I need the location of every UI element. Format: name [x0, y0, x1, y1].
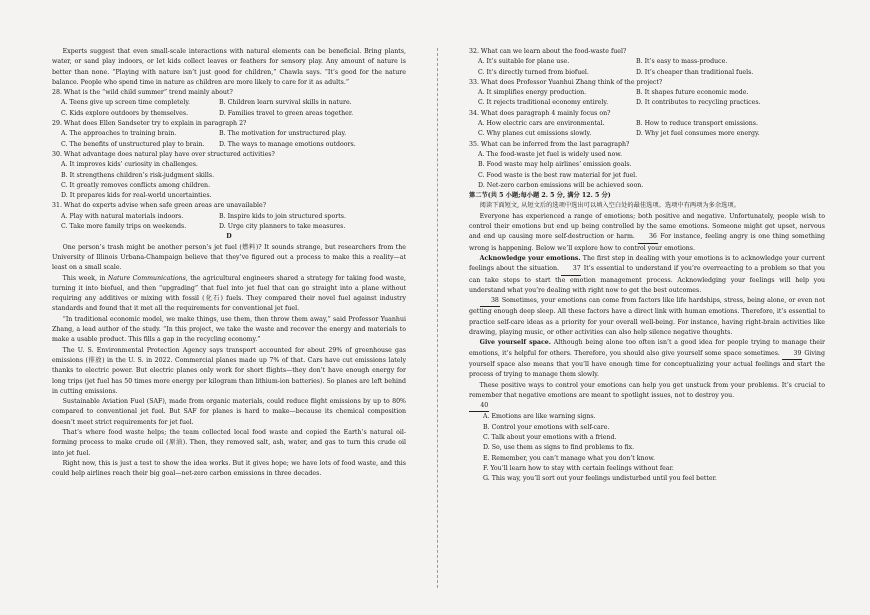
passage-d-paragraph-7: Right now, this is just a test to show the idea works. But it gives hope; we have lots of food waste, and this could help airlines reach their big goal—net-zero carbon emissions in three decades.: [52, 459, 406, 478]
cloze-p4-text: Although being alone too often isn’t a good idea for people trying to manage their emotions, it’s helpful for others. Therefore, you should also give yourself some space sometimes.: [469, 339, 825, 357]
option-28a: A. Teens give up screen time completely.: [61, 99, 191, 107]
question-35: 35. What can be inferred from the last paragraph?: [469, 140, 630, 148]
option-31c: C. Take more family trips on weekends.: [61, 223, 187, 231]
question-33-options-row1: [469, 88, 825, 98]
choice-a: A. Emotions are like warning signs.: [483, 413, 596, 421]
option-34b: B. How to reduce transport emissions.: [636, 120, 759, 128]
option-32a: A. It’s suitable for plane use.: [478, 58, 570, 66]
option-29b: B. The motivation for unstructured play.: [219, 130, 347, 138]
section-title: 第二节(共 5 小题;每小题 2. 5 分, 满分 12. 5 分): [469, 192, 611, 200]
cloze-p4-text-end: Giving yourself space also means that you’ll have enough time for conceptualizing your actual feelings and start the process of trying to manage them slowly.: [469, 349, 825, 379]
question-33-options-row2: [469, 98, 825, 108]
question-31: 31. What do experts advise when safe green areas are unavailable?: [52, 202, 267, 210]
passage-d-paragraph-2-start: This week, in: [62, 274, 108, 282]
option-34c: C. Why planes cut emissions slowly.: [478, 130, 592, 138]
question-29-options-row1: [52, 129, 406, 139]
passage-d-paragraph-4: The U. S. Environmental Protection Agency says transport accounted for about 29% of greenhouse gas emissions (排放) in the U. S. in 2022. Commercial planes made up 7% of that. Cars have cut emissions lately thanks to electric power. But electric planes only work for short flights—they don’t have enough energy for long trips (jet fuel has 50 times more energy per kilogram than lithium-ion batteries). So planes are left behind in cutting emissions.: [52, 346, 406, 395]
option-30d: D. It prepares kids for real-world uncertainties.: [61, 192, 212, 200]
option-32b: B. It’s easy to mass-produce.: [636, 58, 728, 66]
option-31b: B. Inspire kids to join structured sports.: [219, 212, 347, 220]
option-29a: A. The approaches to training brain.: [61, 130, 177, 138]
question-29: 29. What does Ellen Sandseter try to explain in paragraph 2?: [52, 120, 247, 128]
option-28b: B. Children learn survival skills in nature.: [219, 99, 352, 107]
cloze-p2-text-end: It’s essential to understand if you’re overreacting to a problem so that you can take steps to start the emotion management process. Acknowledging your feelings will help you understand what you’re dealing with right now to get the best outcomes.: [469, 265, 825, 294]
option-31d: D. Urge city planners to take measures.: [219, 223, 346, 231]
option-28c: C. Kids explore outdoors by themselves.: [61, 109, 189, 117]
question-28-options-row1: [52, 98, 406, 108]
option-33a: A. It simplifies energy production.: [478, 89, 587, 97]
question-31-options-row1: [52, 212, 406, 222]
cloze-p3-text: Sometimes, your emotions can come from factors like life hardships, stress, being alone, or even not getting enough deep sleep. All these factors have a direct link with human emotions. Therefore, it’s essential to practice self-care ideas as a priority for your overall well-being. For instance, having right-brain activities like drawing, playing music, or other activities can also help silence negative thoughts.: [469, 297, 825, 337]
blank-40: 40: [469, 401, 489, 412]
question-34-options-row1: [469, 119, 825, 129]
option-30c: C. It greatly removes conflicts among children.: [61, 181, 211, 189]
heading-acknowledge-emotions: Acknowledge your emotions.: [479, 254, 581, 262]
passage-d-paragraph-6: That’s where food waste helps; the team collected local food waste and copied the Earth’s natural oil-forming process to make crude oil (原油). Then, they removed salt, ash, water, and gas to turn this crude oil into jet fuel.: [52, 428, 406, 457]
option-35b: B. Food waste may help airlines’ emission goals.: [478, 161, 632, 169]
option-34d: D. Why jet fuel consumes more energy.: [636, 130, 760, 138]
option-33c: C. It rejects traditional economy entirely.: [478, 99, 609, 107]
option-32d: D. It’s cheaper than traditional fuels.: [636, 68, 754, 76]
question-32: 32. What can we learn about the food-waste fuel?: [469, 48, 627, 55]
cloze-paragraph-3: [469, 296, 825, 338]
cloze-paragraph-5: [469, 381, 825, 413]
blank-36: 36: [638, 232, 658, 243]
passage-d-paragraph-1: One person’s trash might be another person’s jet fuel (燃料)? It sounds strange, but researchers from the University of Illinois Urbana-Champaign believe that they’ve figured out a process to make this a reality—at least on a small scale.: [52, 243, 406, 272]
section-instructions: 阅读下面短文, 从短文后的选项中选出可以填入空白处的最佳选项。选项中有两项为多余选项。: [479, 202, 740, 210]
journal-title: Nature Communications: [107, 274, 186, 282]
option-35d: D. Net-zero carbon emissions will be achieved soon.: [478, 181, 644, 189]
option-29c: C. The benefits of unstructured play to brain.: [61, 140, 205, 148]
cloze-paragraph-2: [469, 254, 825, 296]
cloze-p1-text: Everyone has experienced a range of emotions; both positive and negative. Unfortunately, people wish to control their emotions but end up being controlled by the same emotions. Someone might get upset, nervous and end up causing more self-destruction or harm.: [469, 212, 825, 241]
passage-d-paragraph-5: Sustainable Aviation Fuel (SAF), made from organic materials, could reduce flight emissions by up to 80% compared to conventional jet fuel. But SAF for planes is hard to make—because its chemical composition doesn’t meet strict requirements for jet fuel.: [52, 398, 406, 426]
option-34a: A. How electric cars are environmental.: [478, 120, 605, 128]
choice-b: B. Control your emotions with self-care.: [483, 423, 610, 431]
cloze-p5-text: These positive ways to control your emotions can help you get unstuck from your problems. It’s crucial to remember that negative emotions are meant to spotlight issues, not to destroy you.: [469, 381, 825, 399]
passage-d-paragraph-2: [52, 274, 406, 315]
option-33d: D. It contributes to recycling practices.: [636, 99, 761, 107]
question-30: 30. What advantage does natural play have over structured activities?: [52, 150, 275, 158]
heading-give-yourself-space: Give yourself space.: [479, 339, 551, 347]
passage-d-label: D: [226, 233, 232, 241]
passage-d-paragraph-2-rest: , the agricultural engineers shared a strategy for taking food waste, turning it into biofuel, and then “upgrading” that fuel into jet fuel that can go straight into a plane without requiring any additives or mixing with fossil (化石) fuels. They compared their novel fuel against industry standards and found that it met all the requirements for conventional jet fuel.: [52, 274, 406, 313]
question-32-options-row2: [469, 68, 825, 78]
blank-39: 39: [782, 349, 802, 360]
option-30b: B. It strengthens children’s risk-judgment skills.: [61, 171, 215, 179]
question-29-options-row2: [52, 140, 406, 150]
question-32-options-row1: [469, 57, 825, 67]
question-33: 33. What does Professor Yuanhui Zhang think of the project?: [469, 78, 663, 86]
choice-g: G. This way, you’ll sort out your feelings undisturbed until you feel better.: [483, 475, 717, 483]
option-33b: B. It shapes future economic mode.: [636, 89, 749, 97]
choice-f: F. You’ll learn how to stay with certain feelings without fear.: [483, 464, 674, 472]
option-29d: D. The ways to manage emotions outdoors.: [219, 140, 356, 148]
choice-e: E. Remember, you can’t manage what you don’t know.: [483, 454, 655, 462]
option-28d: D. Families travel to green areas together.: [219, 109, 354, 117]
question-28-options-row2: [52, 109, 406, 119]
option-32c: C. It’s directly turned from biofuel.: [478, 68, 589, 76]
option-31a: A. Play with natural materials indoors.: [61, 212, 184, 220]
right-column: [469, 47, 825, 484]
question-28: 28. What is the “wild child summer” trend mainly about?: [52, 89, 233, 97]
question-34: 34. What does paragraph 4 mainly focus on?: [469, 109, 611, 117]
question-31-options-row2: [52, 222, 406, 232]
passage-c-closing-paragraph: Experts suggest that even small-scale interactions with natural elements can be beneficial. Bring plants, water, or sand play indoors, or let kids collect leaves or feathers for sensory play. Any amount of nature is better than none. “Playing with nature isn’t just good for children,” Chawla says. “It’s good for the nature balance. People who spend time in nature as children are more likely to care for it as adults.”: [52, 48, 406, 86]
option-30a: A. It improves kids’ curiosity in challenges.: [61, 161, 198, 169]
choice-d: D. So, use them as signs to find problems to fix.: [483, 444, 635, 452]
cloze-paragraph-1: [469, 212, 825, 254]
passage-d-paragraph-3: “In traditional economic model, we make things, use them, then throw them away,” said Professor Yuanhui Zhang, a lead author of the study. “In this project, we take the waste and recover the energy and materials to make a usable product. This fills a gap in the recycling economy.”: [52, 315, 406, 344]
column-divider: [437, 48, 438, 588]
option-35a: A. The food-waste jet fuel is widely used now.: [478, 150, 623, 158]
cloze-p2-text: The first step in dealing with your emotions is to acknowledge your current feelings about the situation.: [469, 254, 825, 273]
option-35c: C. Food waste is the best raw material for jet fuel.: [478, 171, 638, 179]
choice-c: C. Talk about your emotions with a friend.: [483, 433, 617, 441]
blank-37: 37: [561, 264, 581, 275]
cloze-paragraph-4: [469, 338, 825, 380]
blank-38: 38: [480, 296, 500, 307]
left-column: [52, 47, 406, 479]
question-34-options-row2: [469, 129, 825, 139]
cloze-p1-text-end: For instance, feeling angry is one thing something wrong is happening. Below we’ll explore how to control your emotions.: [469, 233, 825, 252]
